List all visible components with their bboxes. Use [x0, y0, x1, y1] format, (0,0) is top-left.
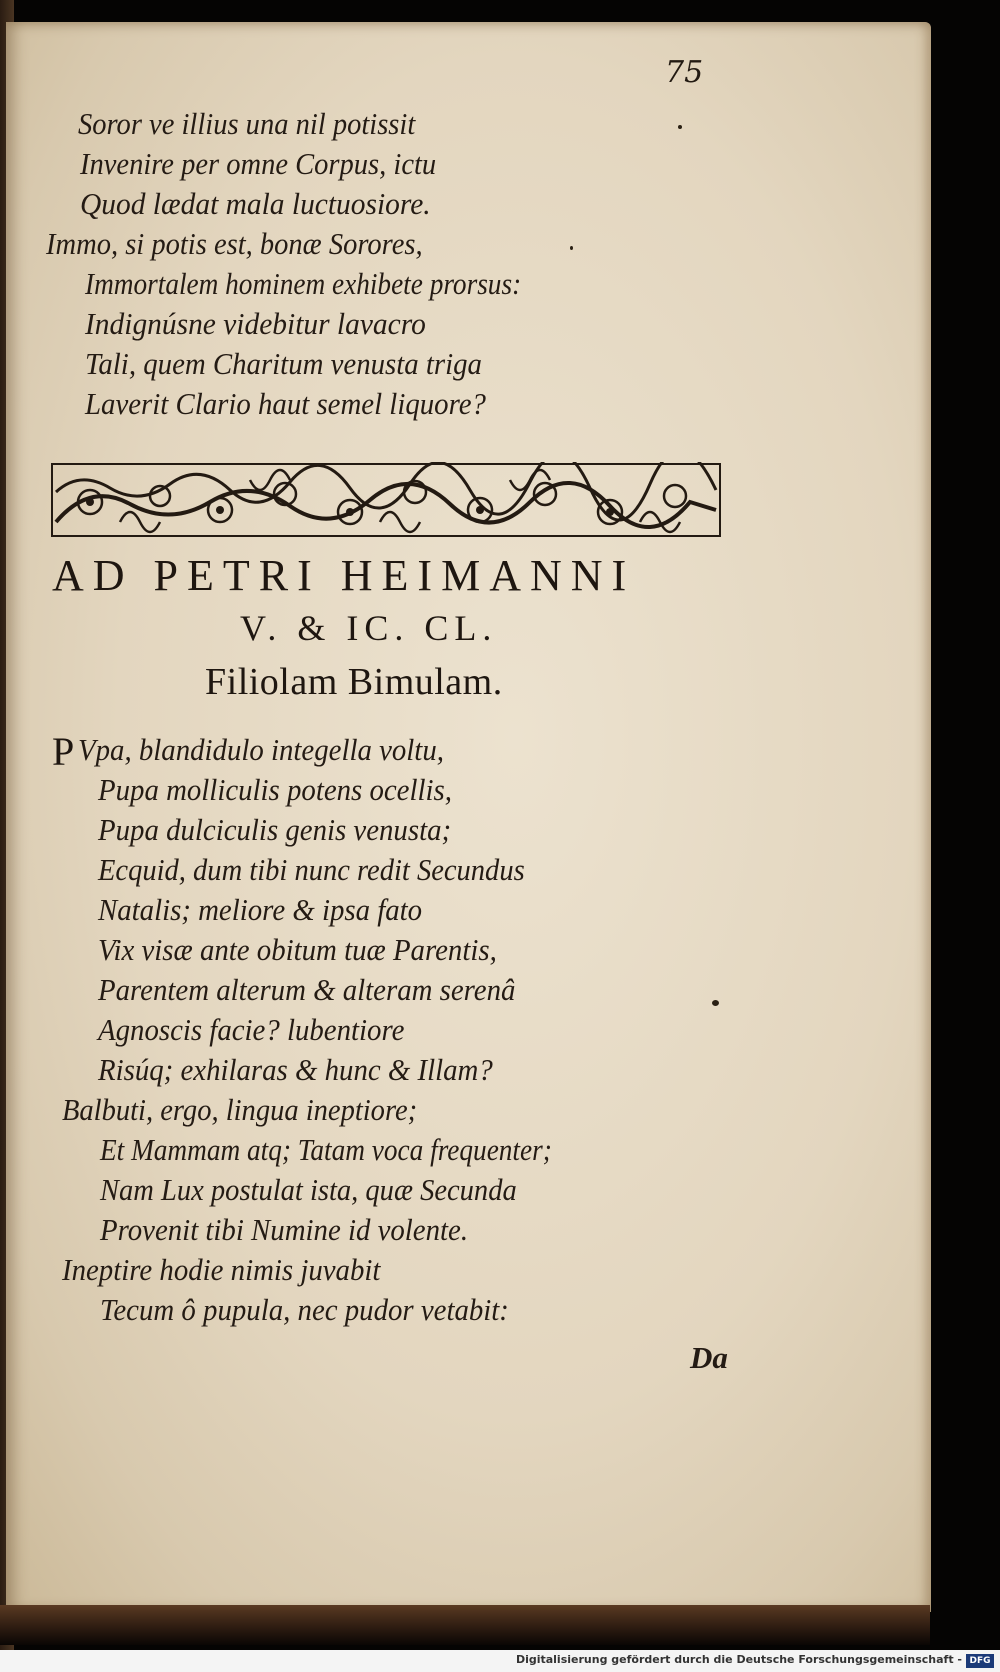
ink-speck — [570, 246, 573, 250]
verse-line: Pupa molliculis potens ocellis, — [98, 772, 452, 807]
ornamental-headpiece — [50, 462, 722, 538]
ink-speck — [678, 125, 682, 129]
verse-line: Et Mammam atq; Tatam voca frequenter; — [100, 1132, 552, 1167]
page-number: 75 — [665, 55, 704, 90]
poem-subtitle: Filiolam Bimulam. — [205, 661, 503, 703]
funding-credit: Digitalisierung gefördert durch die Deutsche Forschungsgemeinschaft - — [515, 1653, 962, 1666]
verse-line: Vpa, blandidulo integella voltu, — [78, 732, 444, 767]
poem-title-line-1: AD PETRI HEIMANNI — [52, 551, 636, 600]
page-bottom-edge — [0, 1605, 930, 1645]
verse-line: Quod lædat mala luctuosiore. — [80, 186, 431, 221]
verse-line: Tecum ô pupula, nec pudor vetabit: — [100, 1292, 509, 1327]
verse-line: Invenire per omne Corpus, ictu — [80, 146, 437, 181]
verse-line: Tali, quem Charitum venusta triga — [85, 346, 482, 381]
verse-line: Indignúsne videbitur lavacro — [85, 306, 426, 341]
verse-line: Pupa dulciculis genis venusta; — [98, 812, 452, 847]
dfg-logo: DFG — [966, 1654, 994, 1668]
poem-title-line-2: V. & IC. CL. — [240, 608, 498, 648]
digitization-footer — [0, 1650, 1000, 1672]
verse-line: Agnoscis facie? lubentiore — [98, 1012, 405, 1047]
ink-speck — [712, 1000, 719, 1006]
verse-line: Ineptire hodie nimis juvabit — [62, 1252, 381, 1287]
verse-line: Parentem alterum & alteram serenâ — [98, 972, 516, 1007]
verse-line: Provenit tibi Numine id volente. — [100, 1212, 469, 1247]
verse-line: Balbuti, ergo, lingua ineptiore; — [62, 1092, 418, 1127]
verse-line: Natalis; meliore & ipsa fato — [98, 892, 423, 927]
verse-line: Ecquid, dum tibi nunc redit Secundus — [98, 852, 525, 887]
verse-line: Nam Lux postulat ista, quæ Secunda — [100, 1172, 517, 1207]
drop-cap-letter: P — [52, 729, 75, 774]
verse-line: Risúq; exhilaras & hunc & Illam? — [98, 1052, 493, 1087]
verse-line: Vix visæ ante obitum tuæ Parentis, — [98, 932, 497, 967]
verse-line: Soror ve illius una nil potissit — [78, 106, 416, 141]
verse-line: Laverit Clario haut semel liquore? — [85, 386, 486, 421]
catchword: Da — [690, 1340, 728, 1375]
verse-line: Immortalem hominem exhibete prorsus: — [85, 266, 522, 301]
verse-line: Immo, si potis est, bonæ Sorores, — [46, 226, 423, 261]
